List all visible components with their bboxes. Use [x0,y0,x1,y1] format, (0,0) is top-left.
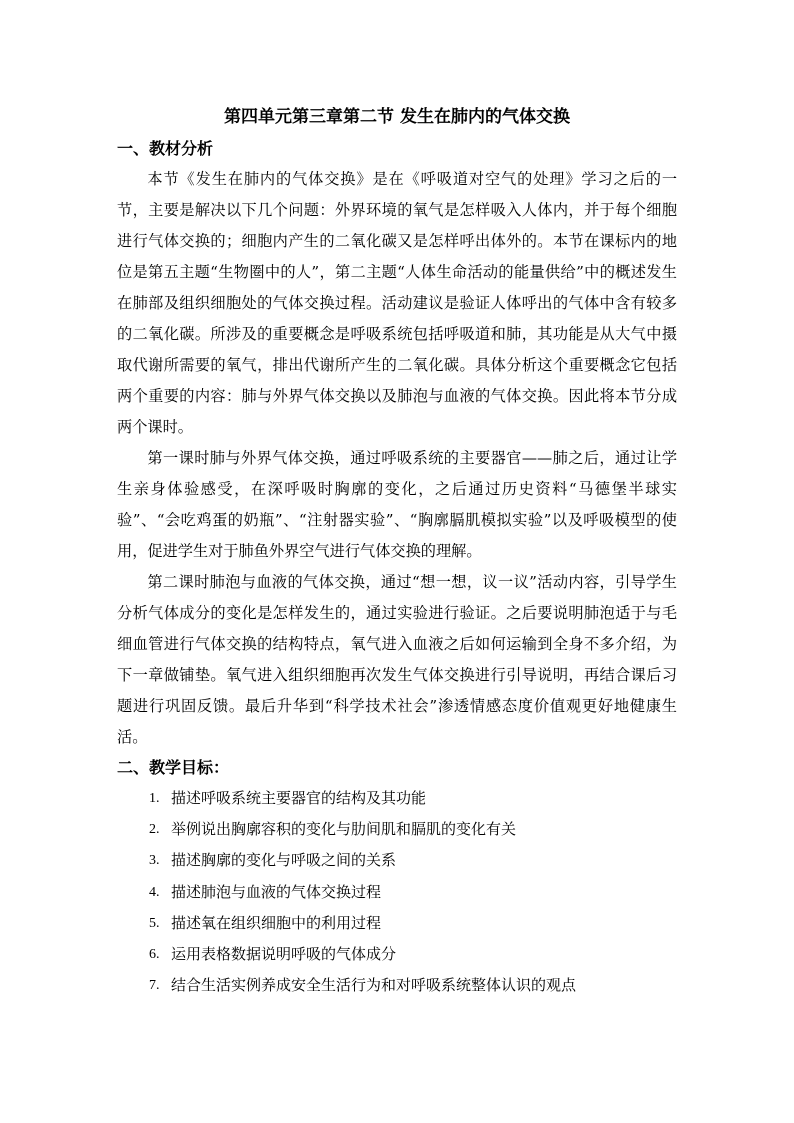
analysis-paragraph: 第一课时肺与外界气体交换，通过呼吸系统的主要器官——肺之后，通过让学生亲身体验感受，在深呼吸时胸廓的变化，之后通过历史资料“马德堡半球实验”、“会吃鸡蛋的奶瓶”、“注射器实验”、“胸廓膈肌模拟实验”以及呼吸模型的使用，促进学生对于肺鱼外界空气进行气体交换的理解。 [117,449,677,560]
list-item [149,814,677,845]
list-item-text: 结合生活实例养成安全生活行为和对呼吸系统整体认识的观点 [171,976,577,995]
list-item [149,783,677,814]
list-item-text: 描述氧在组织细胞中的利用过程 [171,913,382,932]
list-item [149,939,677,970]
document-page [117,100,677,1001]
list-item-number: 4. [149,884,160,900]
list-item-number: 5. [149,915,160,931]
section-heading-analysis: 一、教材分析 [117,139,214,158]
page-title: 第四单元第三章第二节 发生在肺内的气体交换 [224,107,570,127]
list-item-text: 运用表格数据说明呼吸的气体成分 [171,945,397,964]
list-item [149,877,677,908]
list-item [149,970,677,1001]
section-heading-goals: 二、教学目标： [117,758,230,777]
list-item-number: 1. [149,791,160,806]
goals-list [117,783,677,1001]
list-item-number: 6. [149,947,160,963]
list-item-text: 描述肺泡与血液的气体交换过程 [171,882,382,901]
list-item-text: 描述呼吸系统主要器官的结构及其功能 [171,789,427,807]
list-item [149,908,677,939]
list-item-text: 举例说出胸廓容积的变化与肋间肌和膈肌的变化有关 [171,820,517,839]
analysis-paragraph: 本节《发生在肺内的气体交换》是在《呼吸道对空气的处理》学习之后的一节，主要是解决以下几个问题：外界环境的氧气是怎样吸入人体内，并于每个细胞进行气体交换的；细胞内产生的二氧化碳又是怎样呼出体外的。本节在课标内的地位是第五主题“生物圈中的人”，第二主题“人体生命活动的能量供给”中的概述发生在肺部及组织细胞处的气体交换过程。活动建议是验证人体呼出的气体中含有较多的二氧化碳。所涉及的重要概念是呼吸系统包括呼吸道和肺，其功能是从大气中摄取代谢所需要的氧气，排出代谢所产生的二氧化碳。具体分析这个重要概念它包括两个重要的内容：肺与外界气体交换以及肺泡与血液的气体交换。因此将本节分成两个课时。 [117,170,677,436]
list-item [149,845,677,876]
list-item-number: 2. [149,822,160,838]
analysis-paragraph: 第二课时肺泡与血液的气体交换，通过“想一想，议一议”活动内容，引导学生分析气体成分的变化是怎样发生的，通过实验进行验证。之后要说明肺泡适于与毛细血管进行气体交换的结构特点，氧气进入血液之后如何运输到全身不多介绍，为下一章做铺垫。氧气进入组织细胞再次发生气体交换进行引导说明，再结合课后习题进行巩固反馈。最后升华到“科学技术社会”渗透情感态度价值观更好地健康生活。 [117,573,677,746]
list-item-number: 7. [149,978,160,994]
list-item-text: 描述胸廓的变化与呼吸之间的关系 [171,851,397,870]
list-item-number: 3. [149,853,160,869]
